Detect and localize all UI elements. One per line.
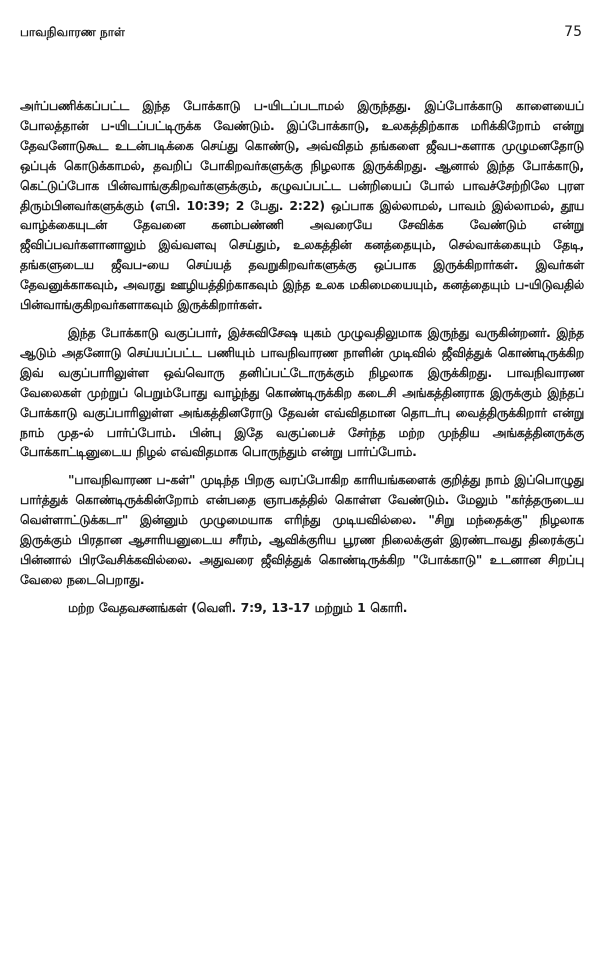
paragraph: அர்ப்பணிக்கப்பட்ட இந்த போக்காடு ப-யிடப்படாமல் இருந்தது. இப்போக்காடு காளையைப் போலத்தான் ப-யிடப்பட்டிருக்க வேண்டும். இப்போக்காடு, உலகத்திற்காக மரிக்கிறோம் என்று தேவனோடுகூட உடன்படிக்கை செய்து கொண்டு, அவ்விதம் தங்களை ஜீவப-களாக முழுமனதோடு ஒப்புக் கொடுக்காமல், தவறிப் போகிறவர்களுக்கு நிழலாக இருக்கிறது. ஆனால் இந்த போக்காடு, கெட்டுப்போக பின்வாங்குகிறவர்களுக்கும், கழுவப்பட்ட பன்றியைப் போல் பாவச்சேற்றிலே புரள திரும்பினவர்களுக்கும் (எபி. 10:39; 2 பேது. 2:22) ஒப்பாக இல்லாமல், பாவம் இல்லாமல், தூய வாழ்க்கையுடன் தேவனை கனம்பண்ணி அவரையே சேவிக்க வேண்டும் என்று ஜீவிப்பவர்களானாலும் இவ்வளவு செய்தும், உலகத்தின் கனத்தையும், செல்வாக்கையும் தேடி, தங்களுடைய ஜீவப-யை செய்யத் தவறுகிறவர்களுக்கு ஒப்பாக இருக்கிறார்கள். இவர்கள் தேவனுக்காகவும், அவரது ஊழியத்திற்காகவும் இந்த உலக மகிமையையும், கனத்தையும் ப-யிடுவதில் பின்வாங்குகிறவர்களாகவும் இருக்கிறார்கள். bbox=[20, 98, 584, 313]
body-text bbox=[20, 96, 584, 618]
paragraph: மற்ற வேதவசனங்கள் (வெளி. 7:9, 13-17 மற்றும் 1 கொரி. bbox=[68, 599, 408, 615]
running-head: பாவநிவாரண நாள் bbox=[20, 25, 125, 39]
page-header bbox=[20, 24, 584, 46]
paragraph: "பாவநிவாரண ப-கள்" முடிந்த பிறகு வரப்போகிற காரியங்களைக் குறித்து நாம் இப்பொழுது பார்த்துக் கொண்டிருக்கின்றோம் என்பதை ஞாபகத்தில் கொள்ள வேண்டும். மேலும் "கர்த்தருடைய வெள்ளாட்டுக்கடா" இன்னும் முழுமையாக எரிந்து முடியவில்லை. "சிறு மந்தைக்கு" நிழலாக இருக்கும் பிரதான ஆசாரியனுடைய சரீரம், ஆவிக்குரிய பூரண நிலைக்குள் இரண்டாவது திரைக்குப் பின்னால் பிரவேசிக்கவில்லை. அதுவரை ஜீவித்துக் கொண்டிருக்கிற "போக்காடு" உடனான சிறப்பு வேலை நடைபெறாது. bbox=[20, 472, 584, 587]
paragraph: இந்த போக்காடு வகுப்பார், இச்சுவிசேஷ யுகம் முழுவதிலுமாக இருந்து வருகின்றனர். இந்த ஆடும் அதனோடு செய்யப்பட்ட பணியும் பாவநிவாரண நாளின் முடிவில் ஜீவித்துக் கொண்டிருக்கிற இவ் வகுப்பாரிலுள்ள ஒவ்வொரு தனிப்பட்டோருக்கும் நிழலாக இருக்கிறது. பாவநிவாரண வேலைகள் முற்றுப் பெறும்போது வாழ்ந்து கொண்டிருக்கிற கடைசி அங்கத்தினராக இருக்கும் இந்தப் போக்காடு வகுப்பாரிலுள்ள அங்கத்தினரோடு தேவன் எவ்விதமான தொடர்பு வைத்திருக்கிறார் என்று நாம் முத-ல் பார்ப்போம். பின்பு இதே வகுப்பைச் சேர்ந்த மற்ற முந்திய அங்கத்தினருக்கு போக்காட்டினுடைய நிழல் எவ்விதமாக பொருந்தும் என்று பார்ப்போம். bbox=[20, 324, 584, 460]
page-number: 75 bbox=[564, 24, 582, 40]
